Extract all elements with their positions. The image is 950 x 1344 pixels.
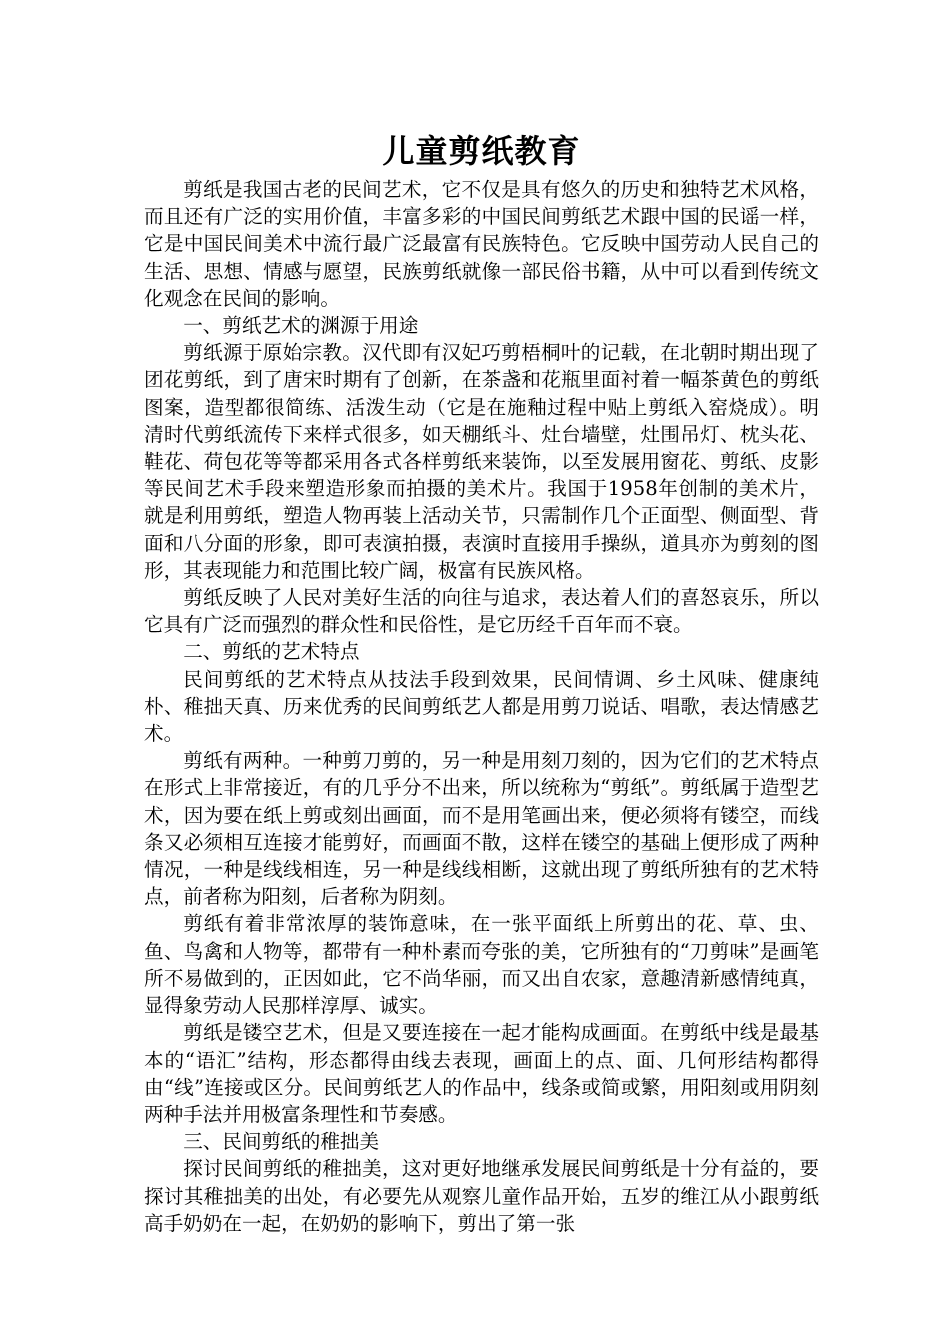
paragraph-intro: 剪纸是我国古老的民间艺术，它不仅是具有悠久的历史和独特艺术风格，而且还有广泛的实用价值，丰富多彩的中国民间剪纸艺术跟中国的民谣一样，它是中国民间美术中流行最广泛最富有民族特色。它反映中国劳动人民自己的生活、思想、情感与愿望，民族剪纸就像一部民俗书籍，从中可以看到传统文化观念在民间的影响。 (144, 178, 819, 310)
document-page (144, 126, 819, 1237)
paragraph-origin-significance: 剪纸反映了人民对美好生活的向往与追求，表达着人们的喜怒哀乐，所以它具有广泛而强烈的群众性和民俗性，是它历经千百年而不衰。 (144, 586, 819, 637)
document-title: 儿童剪纸教育 (382, 132, 581, 170)
paragraph-features-two-kinds: 剪纸有两种。一种剪刀剪的，另一种是用刻刀刻的，因为它们的艺术特点在形式上非常接近，有的几乎分不出来，所以统称为“剪纸”。剪纸属于造型艺术，因为要在纸上剪或刻出画面，而不是用笔画出来，便必须将有镂空，而线条又必须相互连接才能剪好，而画面不散，这样在镂空的基础上便形成了两种情况，一种是线线相连，另一种是线线相断，这就出现了剪纸所独有的艺术特点，前者称为阳刻，后者称为阴刻。 (144, 749, 819, 909)
paragraph-features-decorative: 剪纸有着非常浓厚的装饰意味，在一张平面纸上所剪出的花、草、虫、鱼、鸟禽和人物等，都带有一种朴素而夸张的美，它所独有的“刀剪味”是画笔所不易做到的，正因如此，它不尚华丽，而又出自农家，意趣清新感情纯真，显得象劳动人民那样淳厚、诚实。 (144, 912, 819, 1018)
paragraph-features-intro: 民间剪纸的艺术特点从技法手段到效果，民间情调、乡土风味、健康纯朴、稚拙天真、历来优秀的民间剪纸艺人都是用剪刀说话、唱歌，表达情感艺术。 (144, 667, 819, 746)
section-heading-features: 二、剪纸的艺术特点 (183, 640, 360, 664)
section-heading-naive-beauty: 三、民间剪纸的稚拙美 (183, 1130, 380, 1154)
section-heading-origin: 一、剪纸艺术的渊源于用途 (183, 314, 419, 338)
paragraph-origin-history: 剪纸源于原始宗教。汉代即有汉妃巧剪梧桐叶的记载，在北朝时期出现了团花剪纸，到了唐宋时期有了创新，在茶盏和花瓶里面衬着一幅茶黄色的剪纸图案，造型都很简练、活泼生动（它是在施釉过程中贴上剪纸入窑烧成）。明清时代剪纸流传下来样式很多，如天棚纸斗、灶台墙壁，灶围吊灯、枕头花、鞋花、荷包花等等都采用各式各样剪纸来装饰，以至发展用窗花、剪纸、皮影等民间艺术手段来塑造形象而拍摄的美术片。我国于1958年创制的美术片，就是利用剪纸，塑造人物再装上活动关节，只需制作几个正面型、侧面型、背面和八分面的形象，即可表演拍摄，表演时直接用手操纵，道具亦为剪刻的图形，其表现能力和范围比较广阔，极富有民族风格。 (144, 341, 819, 582)
document-body (144, 176, 819, 1237)
paragraph-naive-beauty: 探讨民间剪纸的稚拙美，这对更好地继承发展民间剪纸是十分有益的，要探讨其稚拙美的出处，有必要先从观察儿童作品开始，五岁的维江从小跟剪纸高手奶奶在一起，在奶奶的影响下，剪出了第一张 (144, 1157, 819, 1235)
paragraph-features-lines: 剪纸是镂空艺术，但是又要连接在一起才能构成画面。在剪纸中线是最基本的“语汇”结构，形态都得由线去表现，画面上的点、面、几何形结构都得由“线”连接或区分。民间剪纸艺人的作品中，线条或简或繁，用阳刻或用阴刻两种手法并用极富条理性和节奏感。 (144, 1021, 819, 1126)
